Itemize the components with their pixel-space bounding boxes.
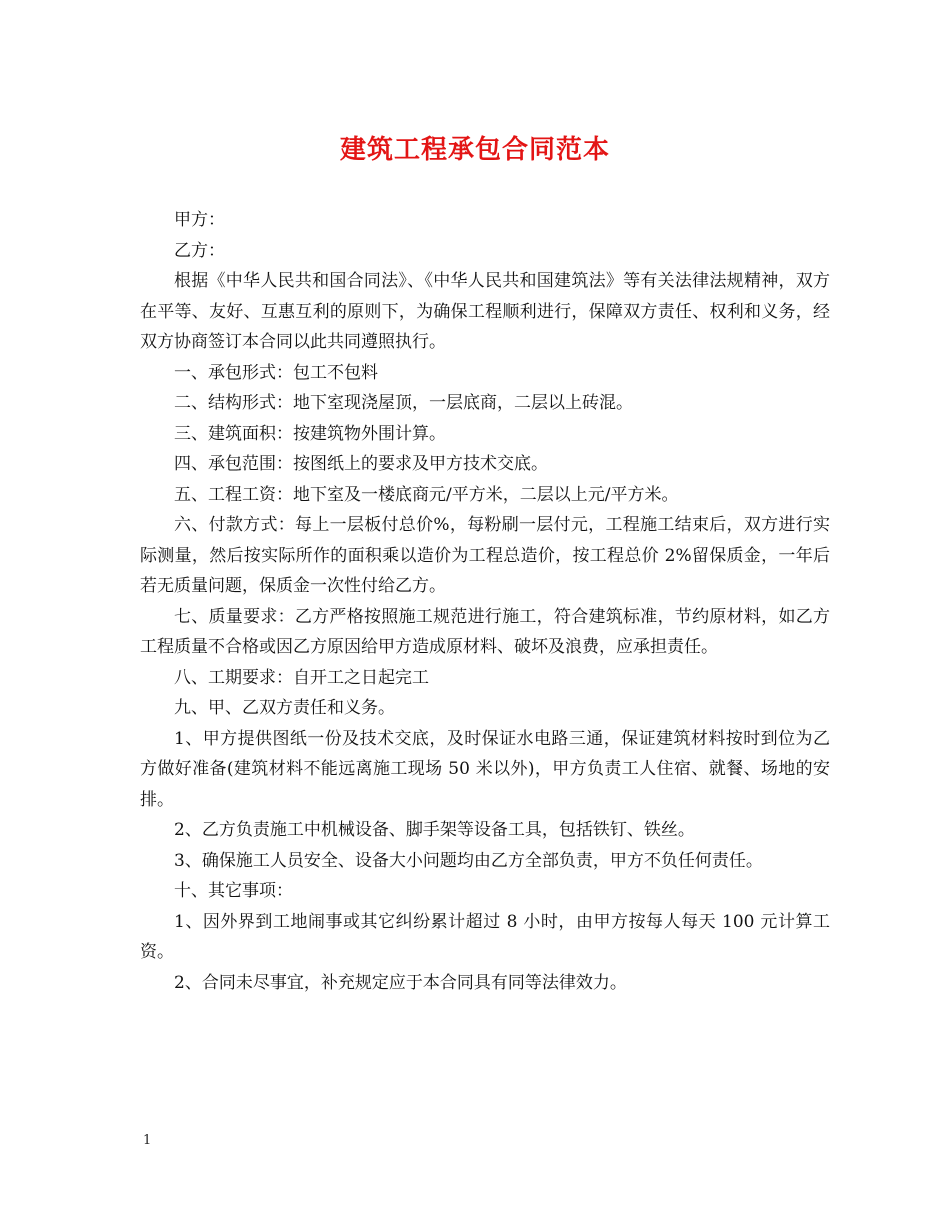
clause-other-matters-heading: 十、其它事项： <box>174 881 293 901</box>
clause-contract-scope: 四、承包范围：按图纸上的要求及甲方技术交底。 <box>174 454 548 474</box>
responsibility-item-3: 3、确保施工人员安全、设备大小问题均由乙方全部负责，甲方不负任何责任。 <box>174 850 763 871</box>
clause-wages: 五、工程工资：地下室及一楼底商元/平方米，二层以上元/平方米。 <box>174 484 679 505</box>
clause-schedule: 八、工期要求：自开工之日起完工 <box>174 667 429 688</box>
clause-building-area: 三、建筑面积：按建筑物外围计算。 <box>174 423 446 444</box>
clause-quality-requirements: 七、质量要求：乙方严格按照施工规范进行施工，符合建筑标准，节约原材料，如乙方工程质量不合格或因乙方原因给甲方造成原材料、破坏及浪费，应承担责任。 <box>140 606 830 657</box>
responsibility-item-2: 2、乙方负责施工中机械设备、脚手架等设备工具，包括铁钉、铁丝。 <box>174 820 695 840</box>
clause-payment-method: 六、付款方式：每上一层板付总价%，每粉刷一层付元，工程施工结束后，双方进行实际测量，然后按实际所作的面积乘以造价为工程总造价，按工程总价 2%留保质金，一年后若无质量问题，保质金一次性付给乙方。 <box>140 515 830 596</box>
clause-contract-form: 一、承包形式：包工不包料 <box>174 362 378 383</box>
document-title: 建筑工程承包合同范本 <box>339 135 610 165</box>
document-body <box>140 205 830 998</box>
clause-responsibilities-heading: 九、甲、乙双方责任和义务。 <box>174 698 395 718</box>
preamble-paragraph: 根据《中华人民共和国合同法》、《中华人民共和国建筑法》等有关法律法规精神，双方在平等、友好、互惠互利的原则下，为确保工程顺利进行，保障双方责任、权利和义务，经双方协商签订本合同以此共同遵照执行。 <box>140 271 830 352</box>
page-number: 1 <box>143 1133 152 1148</box>
party-a-line: 甲方： <box>174 210 225 230</box>
other-matters-item-1: 1、因外界到工地闹事或其它纠纷累计超过 8 小时，由甲方按每人每天 100 元计算工资。 <box>140 911 830 962</box>
other-matters-item-2: 2、合同未尽事宜，补充规定应于本合同具有同等法律效力。 <box>174 972 627 993</box>
party-b-line: 乙方： <box>174 240 225 261</box>
responsibility-item-1: 1、甲方提供图纸一份及技术交底，及时保证水电路三通，保证建筑材料按时到位为乙方做好准备(建筑材料不能远离施工现场 50 米以外)，甲方负责工人住宿、就餐、场地的安排。 <box>140 728 830 810</box>
clause-structure-form: 二、结构形式：地下室现浇屋顶，一层底商，二层以上砖混。 <box>174 393 633 413</box>
